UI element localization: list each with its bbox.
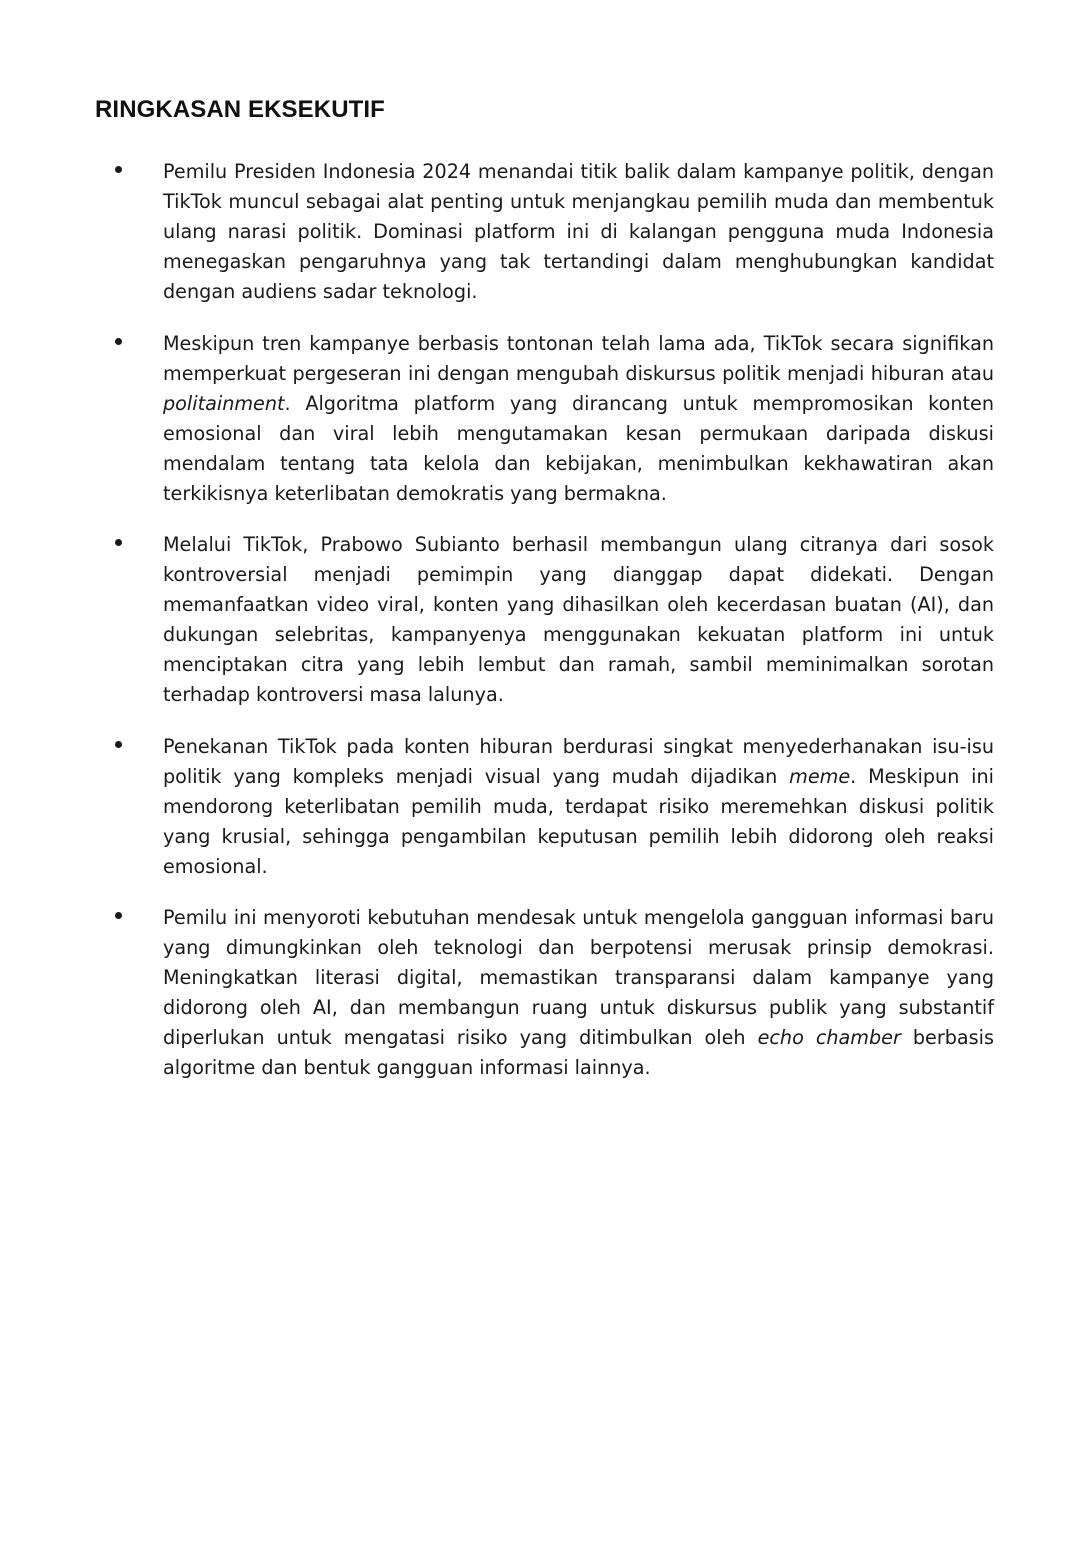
list-item (0, 157, 1091, 307)
bullet-icon (115, 166, 122, 173)
bullet-paragraph (163, 157, 994, 307)
bullet-icon (115, 338, 122, 345)
section-heading: RINGKASAN EKSEKUTIF (95, 96, 385, 123)
italic-term: politainment (163, 391, 285, 415)
text-segment: Penekanan TikTok pada konten hiburan berdurasi singkat menyederhanakan isu-isu politik yang kompleks menjadi visual yang mudah dijadikan (163, 734, 994, 788)
bullet-icon (115, 741, 122, 748)
italic-term: meme (789, 764, 851, 788)
text-segment: . Algoritma platform yang dirancang untuk mempromosikan konten emosional dan viral lebih mengutamakan kesan permukaan daripada diskusi mendalam tentang tata kelola dan kebijakan, menimbulkan kekhawatiran akan terkikisnya keterlibatan demokratis yang bermakna. (163, 391, 994, 505)
bullet-paragraph (163, 732, 994, 882)
italic-term: echo chamber (757, 1026, 901, 1049)
bullet-paragraph (163, 530, 994, 710)
text-segment: Melalui TikTok, Prabowo Subianto berhasil membangun ulang citranya dari sosok kontroversial menjadi pemimpin yang dianggap dapat didekati. Dengan memanfaatkan video viral, konten yang dihasilkan oleh kecerdasan buatan (AI), dan dukungan selebritas, kampanyenya menggunakan kekuatan platform ini untuk menciptakan citra yang lebih lembut dan ramah, sambil meminimalkan sorotan terhadap kontroversi masa lalunya. (163, 533, 994, 706)
list-item (0, 530, 1091, 710)
bullet-icon (115, 539, 122, 546)
list-item (0, 329, 1091, 509)
text-segment: Pemilu Presiden Indonesia 2024 menandai titik balik dalam kampanye politik, dengan TikTok muncul sebagai alat penting untuk menjangkau pemilih muda dan membentuk ulang narasi politik. Dominasi platform ini di kalangan pengguna muda Indonesia menegaskan pengaruhnya yang tak tertandingi dalam menghubungkan kandidat dengan audiens sadar teknologi. (163, 160, 994, 303)
text-segment: . Meskipun ini mendorong keterlibatan pemilih muda, terdapat risiko meremehkan diskusi politik yang krusial, sehingga pengambilan keputusan pemilih lebih didorong oleh reaksi emosional. (163, 764, 994, 878)
list-item (0, 732, 1091, 882)
text-segment: berbasis algoritme dan bentuk gangguan informasi lainnya. (163, 1026, 994, 1079)
bullet-icon (115, 912, 122, 919)
list-item (0, 903, 1091, 1083)
text-segment: Meskipun tren kampanye berbasis tontonan telah lama ada, TikTok secara signifikan memperkuat pergeseran ini dengan mengubah diskursus politik menjadi hiburan atau (163, 331, 994, 385)
executive-summary-list (0, 157, 1091, 1105)
bullet-paragraph (163, 329, 994, 509)
text-segment: Pemilu ini menyoroti kebutuhan mendesak untuk mengelola gangguan informasi baru yang dimungkinkan oleh teknologi dan berpotensi merusak prinsip demokrasi. Meningkatkan literasi digital, memastikan transparansi dalam kampanye yang didorong oleh AI, dan membangun ruang untuk diskursus publik yang substantif diperlukan untuk mengatasi risiko yang ditimbulkan oleh (163, 906, 994, 1049)
bullet-paragraph (163, 903, 994, 1083)
